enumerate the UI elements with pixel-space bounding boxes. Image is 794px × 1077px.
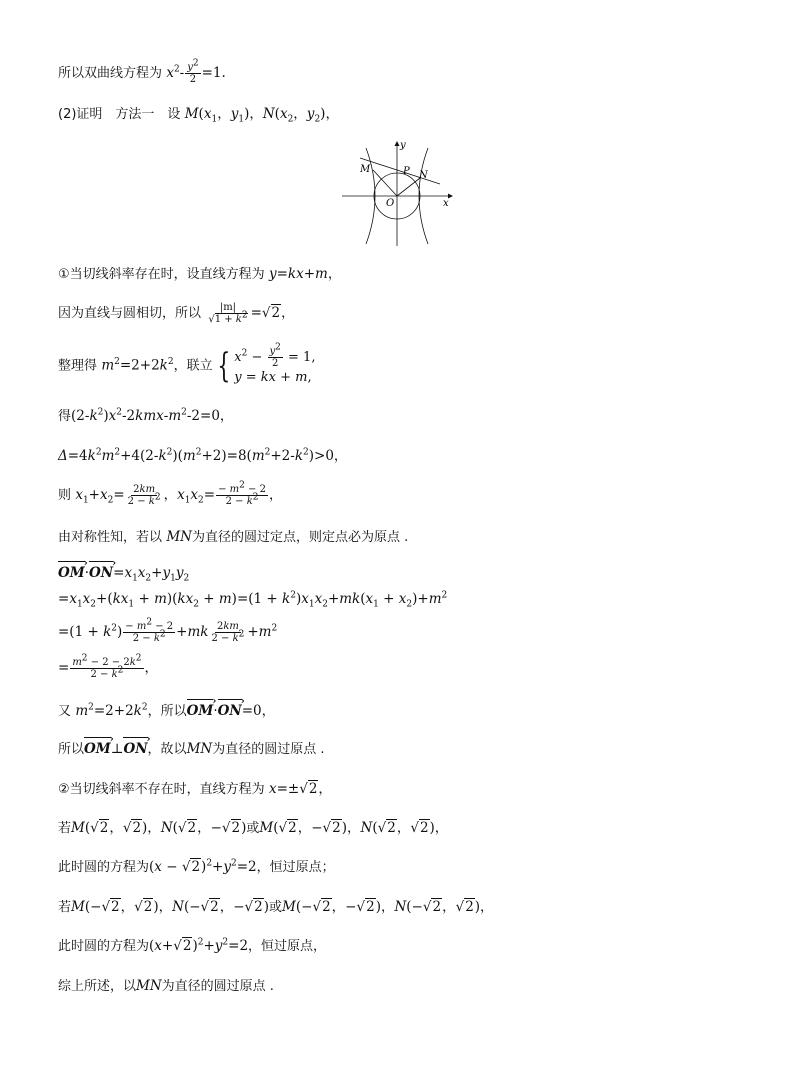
text: 因为直线与圆相切，所以 [58,306,202,321]
text: 为直径的圆过定点，则定点必为原点 . [191,530,409,545]
text: ，恒过原点， [248,939,327,954]
text: ，故以 [147,742,187,757]
line-symmetry: 由对称性知，若以 MN为直径的圆过定点，则定点必为原点 . [58,529,409,545]
line-vieta: 则 $x_1+x_2=$ $\frac{2km}{2 - k^2}$ ，$x_1x_2=$ $\frac{- m^2 - 2}{2 - k^2}$ ， [58,480,283,507]
line-conclusion: 综上所述，以MN为直径的圆过原点 . [58,978,274,994]
text: ，联立 [173,358,213,374]
label-o: O [386,198,395,209]
line-case2: ②当切线斜率不存在时，直线方程为 x=±√2， [58,781,332,797]
line-proof-intro: (2)证明 方法一 设 $M(x_1$，$y_1$)，$N(x_2$，$y_2$)， [58,106,339,125]
text: 若 [58,821,72,836]
text: 为直径的圆过原点 . [161,979,274,994]
segment-om [373,170,397,196]
text: 所以双曲线方程为 [58,66,163,81]
text: ②当切线斜率不存在时，直线方程为 [58,782,265,797]
label-m: M [360,164,371,175]
text: 此时圆的方程为 [58,860,150,875]
text: 为直径的圆过原点 . [212,742,325,757]
line-dot-product: OM ›·ON $›=x_1x_2+y_1y_2$ [58,563,189,583]
line-hyperbola-equation: 所以双曲线方程为 $x^2-$ $\frac{y^2}{2}$ =1. [58,58,226,85]
text: ，恒过原点； [256,860,335,875]
text: 此时圆的方程为 [58,939,150,954]
label-p: P [403,166,410,177]
text: (2)证明 方法一 设 [58,107,181,122]
line-case1: ①当切线斜率存在时，设直线方程为 y=kx+m， [58,266,342,282]
geometry-figure [340,138,455,248]
text: 则 [58,488,72,503]
label-x: x [443,198,449,209]
line-circle-2: 此时圆的方程为$(x+√2)^2+y^2=2$，恒过原点， [58,937,327,954]
y-arrow-icon [395,141,400,146]
label-y: y [400,140,406,151]
line-expand-2: $=(1 + k^2)$ $\frac{- m^2 - 2}{2 - k^2}$ +mk $\frac{2km}{2 - k^2}$ $+m^2$ [58,617,278,644]
text: 整理得 [58,358,98,374]
line-tangent: 因为直线与圆相切，所以 $\frac{|m|}{√1 + k^2}$ =√2， [58,302,295,325]
x-arrow-icon [448,194,453,199]
label-n: N [419,170,428,181]
line-discriminant: $\Delta=4k^2m^2+4(2-k^2)(m^2+2)=8(m^2+2-k^2)>0$， [58,447,348,464]
text: 若 [58,900,72,915]
line-zero: 又 $m^2=2+2k^2$，所以OM ›·ON ›=0， [58,701,275,722]
line-circle-1: 此时圆的方程为$(x - √2)^2+y^2=2$，恒过原点； [58,858,335,875]
text: 得 [58,409,72,424]
line-quadratic: 得$(2-k^2)x^2-2kmx-m^2-2=0$， [58,407,234,424]
text: 综上所述，以 [58,979,137,994]
tangent-line [360,158,440,184]
line-expand-1: $=x_1x_2+(kx_1 + m)(kx_2 + m)=(1 + k^2)x_1x_2+mk(x_1 + x_2)+m^2$ [58,590,448,610]
text: 由对称性知，若以 [58,530,163,545]
line-expand-3: = $\frac{m^2 - 2 - 2k^2}{2 - k^2}$ ， [58,653,159,680]
text: 所以 [58,742,85,757]
line-points-2: 若M(−√2，√2)，N(−√2，−√2)或M(−√2，−√2)，N(−√2，√2)， [58,899,494,915]
line-perpendicular: 所以OM ›⊥ON ›，故以MN为直径的圆过原点 . [58,739,324,760]
text: 又 [58,704,72,719]
segment-on [397,178,420,196]
line-points-1: 若M(√2，√2)，N(√2，−√2)或M(√2，−√2)，N(√2，√2)， [58,820,449,836]
text: ，所以 [147,704,187,719]
text: ①当切线斜率存在时，设直线方程为 [58,267,265,282]
line-system: 整理得 $m^2=2+2k^2$，联立 { $x^2$ − $\frac{y^2}{2}$ = 1, y = kx + m, [58,342,316,386]
